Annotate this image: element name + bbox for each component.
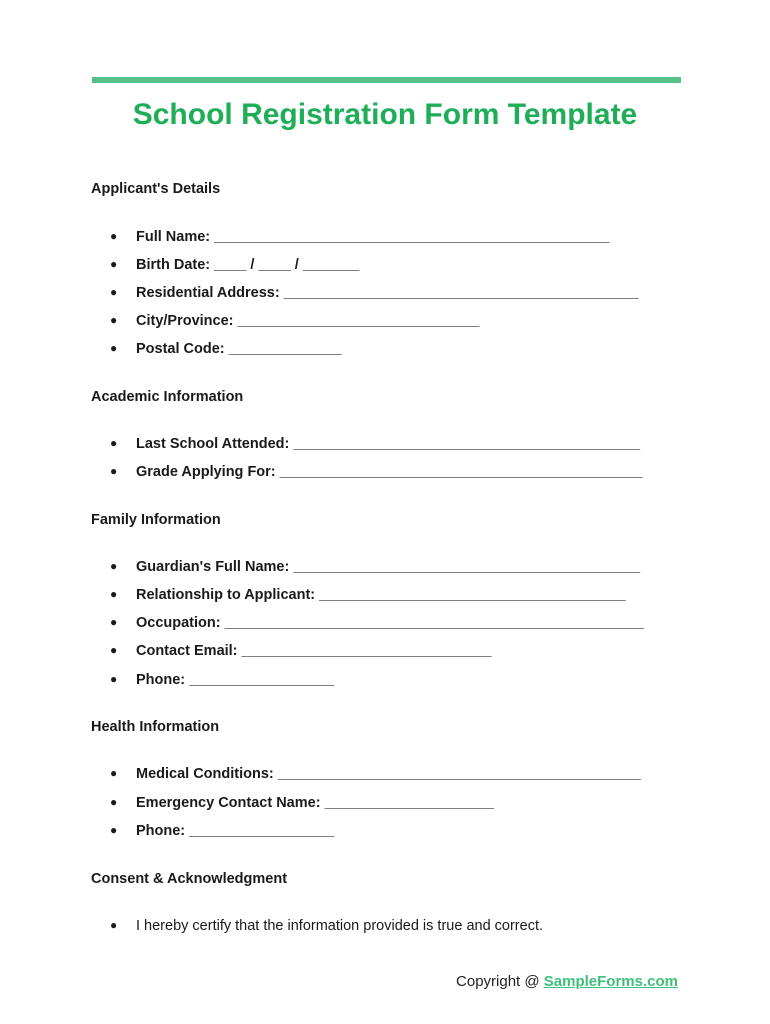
field-grade-applying[interactable]: ● Grade Applying For: _____________________________________________: [110, 464, 643, 480]
header-accent-bar: [92, 77, 681, 83]
field-birth-date[interactable]: ● Birth Date: ____ / ____ / _______: [110, 257, 360, 273]
section-heading-health: Health Information: [91, 719, 220, 735]
field-full-name[interactable]: ● Full Name: _________________________________________________: [110, 229, 610, 245]
bullet-icon: ●: [110, 436, 118, 450]
field-relationship[interactable]: ● Relationship to Applicant: ______________________________________: [110, 587, 626, 603]
field-contact-email[interactable]: ● Contact Email: _______________________________: [110, 643, 492, 659]
field-city-province[interactable]: ● City/Province: ______________________________: [110, 313, 480, 329]
bullet-icon: ●: [110, 229, 118, 243]
field-health-phone[interactable]: ● Phone: __________________: [110, 823, 335, 839]
field-residential-address[interactable]: ● Residential Address: ____________________________________________: [110, 285, 639, 301]
bullet-icon: ●: [110, 766, 118, 780]
field-occupation[interactable]: ● Occupation: ____________________________________________________: [110, 615, 644, 631]
brand-link[interactable]: SampleForms.com: [543, 973, 678, 990]
section-heading-consent: Consent & Acknowledgment: [91, 871, 288, 887]
field-last-school[interactable]: ● Last School Attended: ___________________________________________: [110, 436, 641, 452]
field-postal-code[interactable]: ● Postal Code: ______________: [110, 341, 342, 357]
page-title: School Registration Form Template: [132, 98, 638, 131]
field-guardian-name[interactable]: ● Guardian's Full Name: ___________________________________________: [110, 559, 641, 575]
bullet-icon: ●: [110, 313, 118, 327]
bullet-icon: ●: [110, 285, 118, 299]
section-heading-academic: Academic Information: [91, 389, 244, 405]
bullet-icon: ●: [110, 341, 118, 355]
bullet-icon: ●: [110, 464, 118, 478]
bullet-icon: ●: [110, 672, 118, 686]
bullet-icon: ●: [110, 257, 118, 271]
field-emergency-contact[interactable]: ● Emergency Contact Name: _____________________: [110, 795, 494, 811]
field-family-phone[interactable]: ● Phone: __________________: [110, 672, 335, 688]
bullet-icon: ●: [110, 823, 118, 837]
bullet-icon: ●: [110, 587, 118, 601]
bullet-icon: ●: [110, 918, 118, 932]
section-heading-applicant: Applicant's Details: [91, 181, 221, 197]
field-medical-conditions[interactable]: ● Medical Conditions: _____________________________________________: [110, 766, 641, 782]
bullet-icon: ●: [110, 795, 118, 809]
bullet-icon: ●: [110, 559, 118, 573]
bullet-icon: ●: [110, 615, 118, 629]
copyright-footer: Copyright @ SampleForms.com: [456, 973, 678, 990]
consent-statement: ● I hereby certify that the information provided is true and correct.: [110, 918, 544, 934]
bullet-icon: ●: [110, 643, 118, 657]
section-heading-family: Family Information: [91, 512, 221, 528]
